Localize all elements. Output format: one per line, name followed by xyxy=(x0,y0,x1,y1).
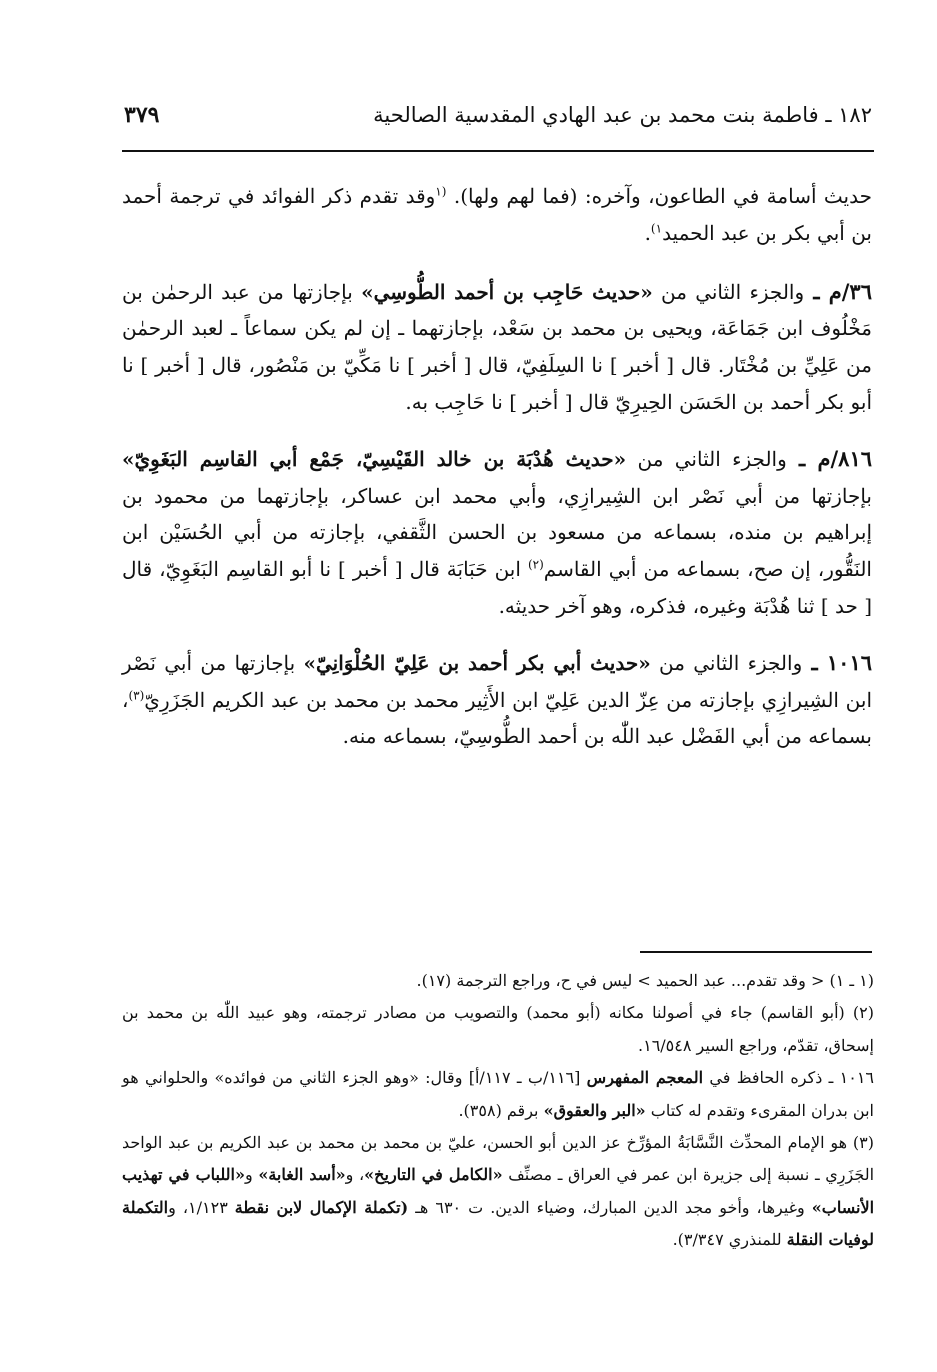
entry-title: «حديث أبي بكر أحمد بن عَلِيّ الحُلْوَانِيّ» xyxy=(303,650,651,675)
footnote-mark: ١٠١٦ xyxy=(839,1068,874,1088)
entry-lead-text: والجزء الثاني من xyxy=(652,279,805,304)
footnote-text: < وقد تقدم... عبد الحميد > ليس في ح، وراجع الترجمة (١٧). xyxy=(416,971,830,990)
entry-number: ٨١٦/م xyxy=(817,445,873,471)
footnote-1 xyxy=(122,965,874,997)
footnote-3 xyxy=(122,1127,874,1257)
footnote-bold-a: المعجم المفهرس xyxy=(586,1068,704,1088)
footnote-text-c: برقم (٣٥٨). xyxy=(458,1100,544,1120)
footnote-bold-c: «اللباب في تهذيب الأنساب» xyxy=(122,1165,875,1217)
entry-title: «حديث حَاجِب بن أحمد الطُّوسِي» xyxy=(361,279,653,304)
footnote-rule xyxy=(640,951,872,953)
footnote-mark: (١ ـ ١) xyxy=(829,971,874,990)
note-mark: (٢) xyxy=(527,557,544,572)
entry-dash: ـ xyxy=(786,445,818,471)
footnote-2 xyxy=(122,997,874,1062)
header-rule xyxy=(122,150,874,152)
running-title: ١٨٢ ـ فاطمة بنت محمد بن عبد الهادي المقدسية الصالحية xyxy=(373,103,872,127)
entry-dash: ـ xyxy=(804,278,829,304)
footnote-1016 xyxy=(122,1062,874,1127)
footnote-mark: (٢) xyxy=(852,1003,874,1023)
footnote-text-e: ١/١٢٣، و xyxy=(168,1197,235,1217)
footnote-bold-e: التكملة لوفيات النقلة xyxy=(122,1197,874,1250)
footnote-bold-b: «البر والعقوق» xyxy=(543,1100,646,1120)
footnote-bold-d: (تكملة الإكمال لابن نقطة xyxy=(234,1197,409,1217)
intro-text-a: حديث أسامة في الطاعون، وآخره: (فما لهم ولها). xyxy=(446,184,872,208)
entry-36m xyxy=(122,274,872,421)
entry-number: ٣٦/م xyxy=(828,278,872,304)
footnote-text-d: وغيرها، وأخو مجد الدين المبارك، وضياء الدين. ت ٦٣٠ هـ xyxy=(408,1197,812,1217)
entry-text-after: ابن حَبَابَة قال [ أخبر ] نا أبو القاسِم البَغَوِيّ، قال [ حد ] ثنا هُدْبَة وغيره، فذكره، وهو آخر حديثه. xyxy=(122,557,872,618)
footnote-text-b: [١١٦/ب ـ ١١٧/أ] وقال: «وهو الجزء الثاني من فوائده» والحلواني هو ابن بدران المقرىء وتقدم له كتاب xyxy=(122,1068,874,1120)
intro-text-c: . xyxy=(644,220,651,245)
note-mark-open: (١ xyxy=(435,184,447,199)
intro-text-b: وقد تقدم ذكر الفوائد في ترجمة أحمد بن أبي بكر بن عبد الحميد xyxy=(122,184,872,245)
footnote-text-c: و xyxy=(244,1165,259,1185)
entry-text: بإجازتها من أبي نَصْر ابن الشِيرازِي، وأبي محمد ابن عساكر، بإجازتهما من محمود بن إبراهيم بن منده، بسماعه من مسعود بن الحسن الثَّقفي، بإجازته من أبي الحُسَيْن ابن النَقُّور، إن صح، بسماعه من أبي القاسم xyxy=(122,483,872,582)
entry-text: بإجازتها من أبي نَصْر ابن الشِيرازِي بإجازته من عِزّ الدين عَلِيّ ابن الأَثِير محمد بن محمد بن عبد الكريم الجَزَرِيّ xyxy=(122,650,872,712)
main-text xyxy=(122,178,872,775)
intro-paragraph xyxy=(122,178,872,252)
entry-text-after: ، بسماعه من أبي الفَضْل عبد اللّٰه بن أحمد الطُّوسِيّ، بسماعه منه. xyxy=(122,687,872,749)
running-head xyxy=(122,100,872,136)
footnote-text: (أبو القاسم) جاء في أصولنا مكانه (أبو محمد) والتصويب من مصادر ترجمته، وهو عبيد اللّٰه بن محمد بن إسحاق، تقدّم، وراجع السير ١٦/٥٤٨. xyxy=(122,1003,874,1055)
entry-1016 xyxy=(122,645,872,755)
footnote-text-a: هو الإمام المحدِّث النَّسَّابَةُ المؤرِّخ عز الدين أبو الحسن، عليّ بن محمد بن محمد بن عبد الكريم بن عبد الواحد الجَزَرِي ـ نسبة إلى جزيرة ابن عمر في العراق ـ مصنِّف xyxy=(122,1133,875,1185)
entry-title: «حديث هُدْبَة بن خالد القَيْسِيّ، جَمْع أبي القاسِم البَغَوِيّ» xyxy=(122,446,627,471)
footnote-mark: (٣) xyxy=(852,1133,874,1153)
page-number: ٣٧٩ xyxy=(124,102,160,128)
footnote-text-f: للمنذري ٣/٣٤٧). xyxy=(672,1230,787,1250)
entry-lead-text: والجزء الثاني من xyxy=(650,650,803,675)
footnote-text-a: ـ ذكره الحافظ في xyxy=(703,1068,840,1088)
entry-816m xyxy=(122,441,872,625)
entry-number: ١٠١٦ xyxy=(826,649,873,675)
note-mark-close: ١) xyxy=(650,221,663,236)
footnote-bold-b: «أسد الغابة» xyxy=(258,1165,346,1185)
entry-text: بإجازتها من عبد الرحمٰن بن مَخْلُوف ابن جَمَاعَة، ويحيى بن محمد بن سَعْد، بإجازتهما ـ إن لم يكن سماعاً ـ لعبد الرحمٰن من عَلِيِّ بن مُخْتَار. قال [ أخبر ] نا السِلَفِيّ، قال [ أخبر ] نا مَكِّيّ بن مَنْصُور، قال [ أخبر ] نا أبو بكر أحمد بن الحَسَن الحِيرِيّ قال [ أخبر ] نا حَاجِب به. xyxy=(122,279,872,414)
entry-lead-text: والجزء الثاني من xyxy=(626,446,787,471)
footnote-text-b: ، و xyxy=(345,1165,365,1185)
footnotes xyxy=(122,965,874,1257)
entry-dash: ـ xyxy=(802,649,827,675)
note-mark: (٣) xyxy=(128,687,145,702)
footnote-bold-a: «الكامل في التاريخ» xyxy=(364,1165,503,1185)
